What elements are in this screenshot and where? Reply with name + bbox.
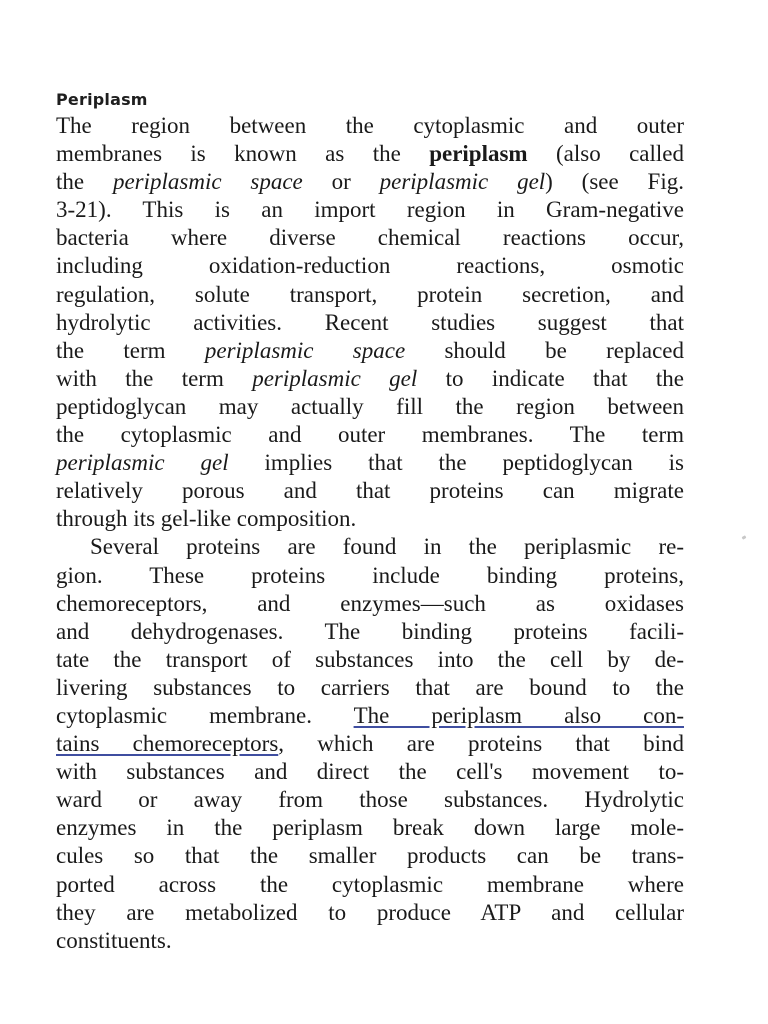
paragraph-1-line-12: the cytoplasmic and outer membranes. The term bbox=[56, 422, 684, 448]
paragraph-2-line-5: tate the transport of substances into the cell by de- bbox=[56, 646, 684, 672]
paragraph-2-line-11: enzymes in the periplasm break down large mole- bbox=[56, 815, 684, 841]
paragraph-1-line-5: bacteria where diverse chemical reactions occur, bbox=[56, 225, 684, 251]
paragraph-2-line-2: gion. These proteins include binding proteins, bbox=[56, 562, 684, 588]
section-heading: Periplasm bbox=[56, 90, 148, 109]
paragraph-1-line-8: hydrolytic activities. Recent studies suggest that bbox=[56, 309, 684, 335]
paragraph-1-line-4: 3-21). This is an import region in Gram-negative bbox=[56, 197, 684, 223]
paragraph-1-line-7: regulation, solute transport, protein secretion, and bbox=[56, 281, 684, 307]
paragraph-2-line-10: ward or away from those substances. Hydrolytic bbox=[56, 787, 684, 813]
paragraph-1-line-9: the term periplasmic space should be replaced bbox=[56, 337, 685, 363]
paragraph-2-line-9: with substances and direct the cell's movement to- bbox=[56, 759, 684, 785]
paragraph-1-line-2: membranes is known as the periplasm (also called bbox=[56, 141, 684, 167]
paragraph-1-line-13: periplasmic gel implies that the peptidoglycan is bbox=[56, 450, 684, 476]
body-text bbox=[56, 112, 684, 955]
paragraph-2-line-13: ported across the cytoplasmic membrane where bbox=[56, 871, 684, 897]
paragraph-2-line-6: livering substances to carriers that are bound to the bbox=[56, 674, 684, 700]
paragraph-1-line-3: the periplasmic space or periplasmic gel) (see Fig. bbox=[56, 169, 684, 195]
paragraph-2-line-4: and dehydrogenases. The binding proteins facili- bbox=[56, 618, 684, 644]
paragraph-1-line-10: with the term periplasmic gel to indicate that the bbox=[56, 365, 684, 391]
paragraph-2-line-15: constituents. bbox=[56, 927, 172, 953]
paragraph-1-line-14: relatively porous and that proteins can migrate bbox=[56, 478, 684, 504]
paragraph-2-line-12: cules so that the smaller products can be trans- bbox=[56, 843, 684, 869]
paragraph-1-line-11: peptidoglycan may actually fill the region between bbox=[56, 393, 684, 419]
paragraph-1-line-6: including oxidation-reduction reactions, osmotic bbox=[56, 253, 684, 279]
page-speck bbox=[742, 535, 747, 540]
paragraph-2-line-3: chemoreceptors, and enzymes—such as oxidases bbox=[56, 590, 684, 616]
paragraph-2-line-1: Several proteins are found in the periplasmic re- bbox=[90, 534, 684, 560]
paragraph-1-line-15: through its gel-like composition. bbox=[56, 506, 357, 532]
paragraph-2-line-14: they are metabolized to produce ATP and cellular bbox=[56, 899, 684, 925]
paragraph-1-line-1: The region between the cytoplasmic and outer bbox=[56, 113, 684, 138]
paragraph-2-line-8: tains chemoreceptors, which are proteins that bind bbox=[56, 731, 685, 757]
paragraph-2-line-7: cytoplasmic membrane. The periplasm also con- bbox=[56, 702, 684, 728]
